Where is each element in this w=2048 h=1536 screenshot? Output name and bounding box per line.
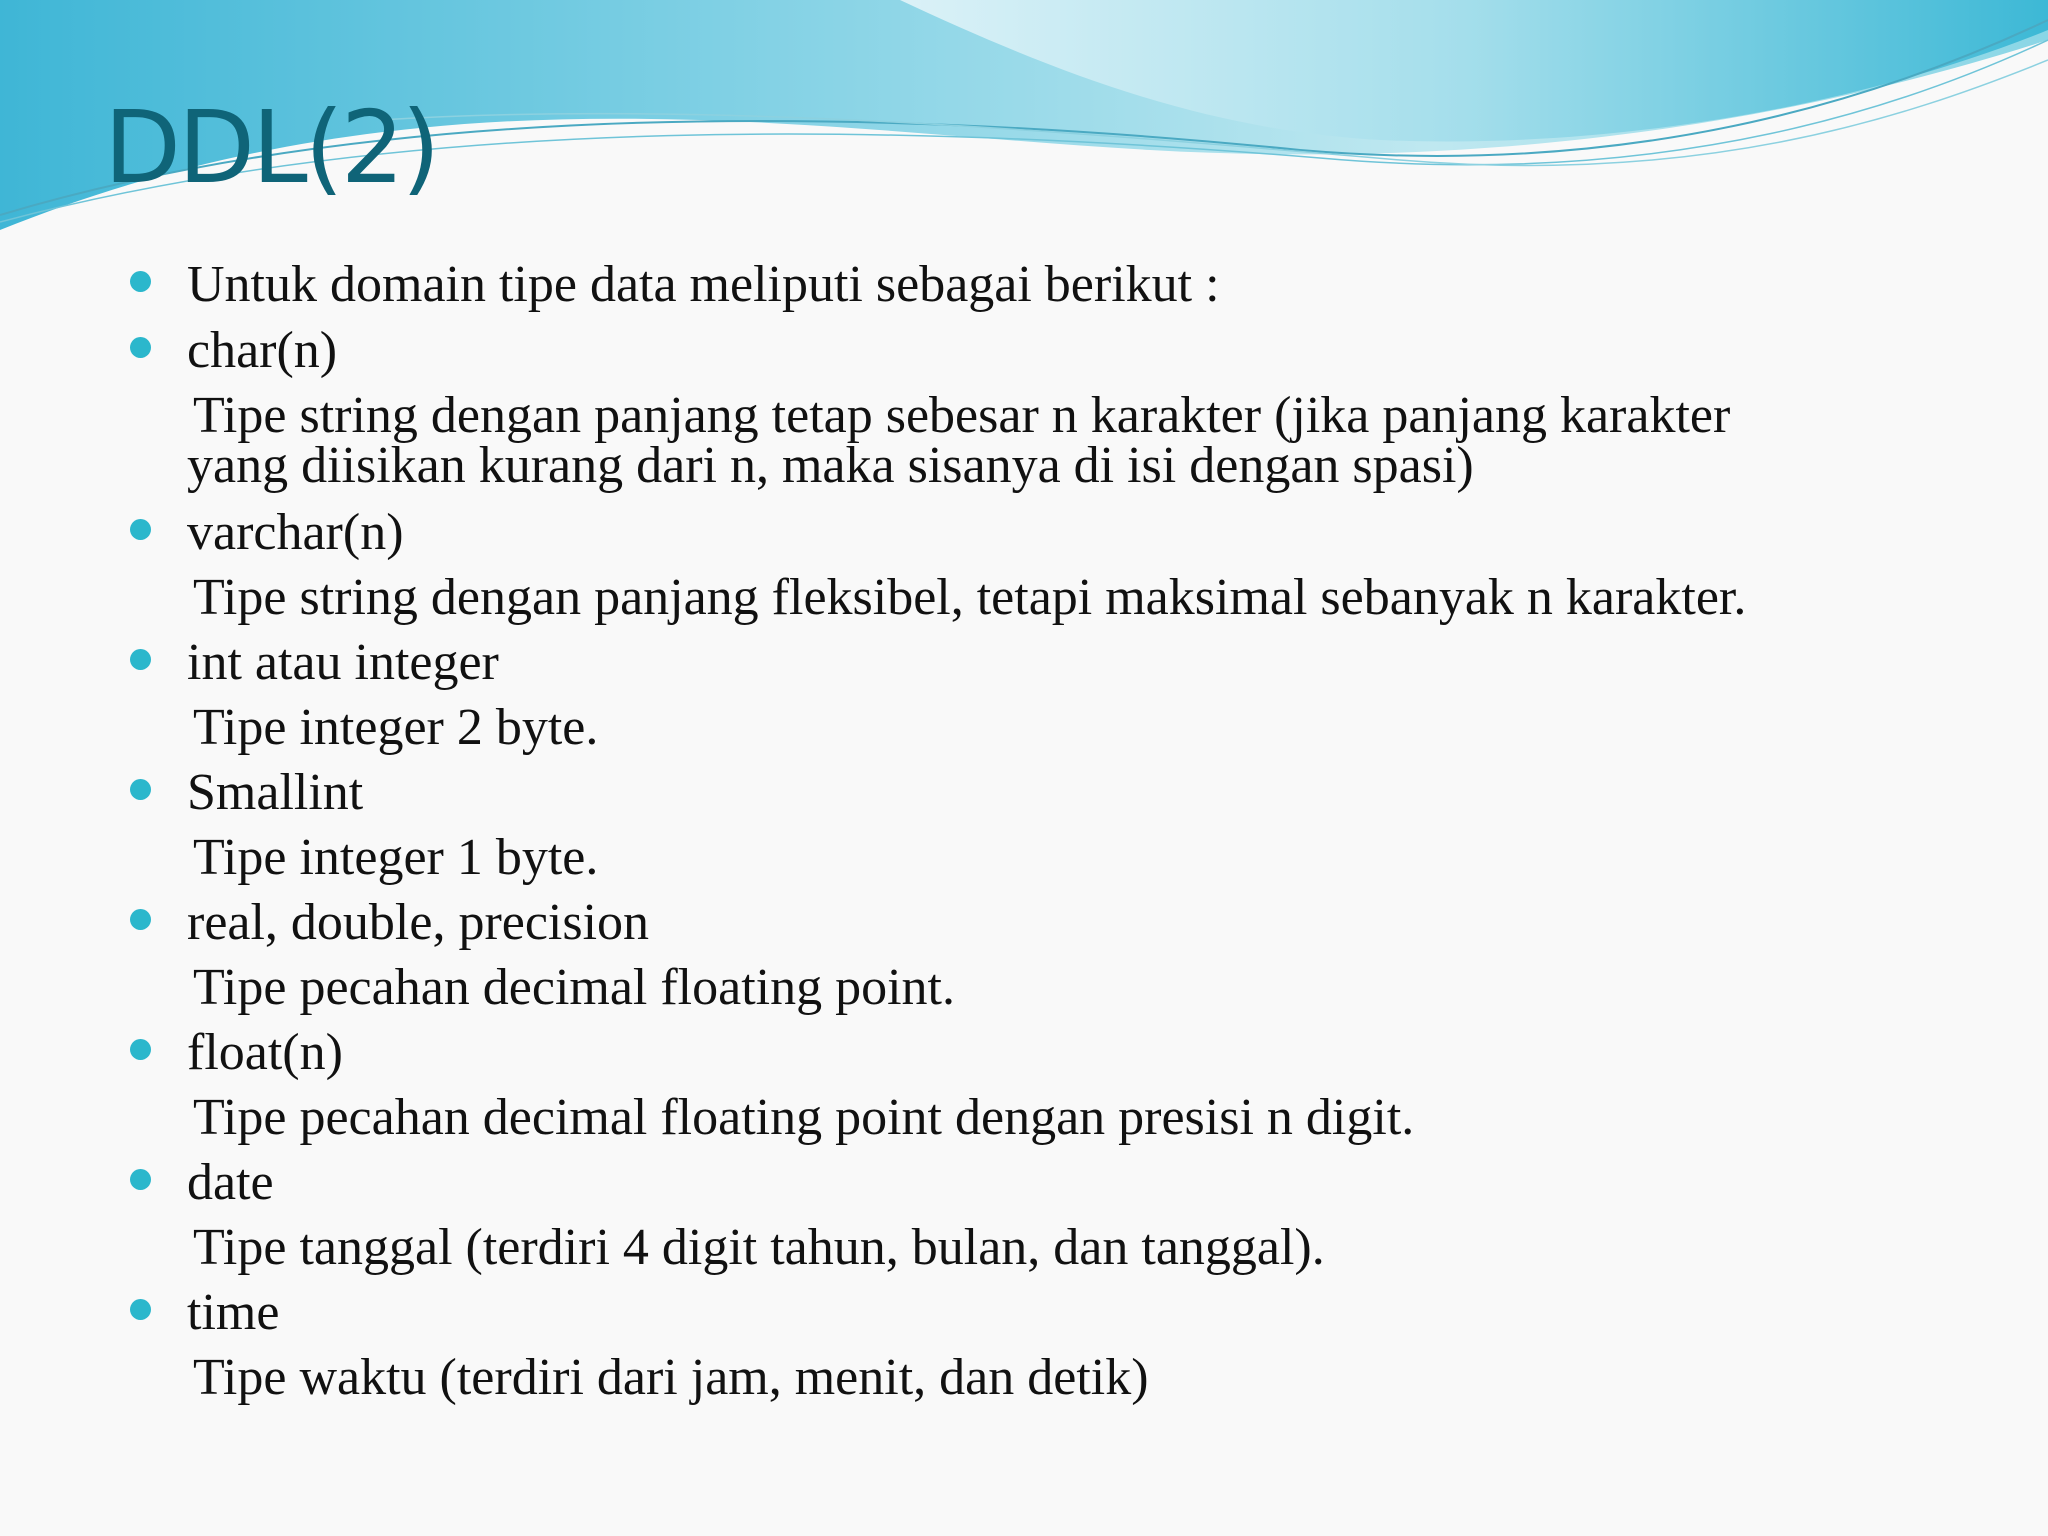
bullet-dot: [130, 649, 151, 670]
bullet-dot: [130, 519, 151, 540]
bullet-dot: [130, 909, 151, 930]
bullet-description: Tipe pecahan decimal floating point.: [193, 959, 955, 1016]
bullet-dot: [130, 1169, 151, 1190]
bullet-description: Tipe integer 1 byte.: [193, 829, 599, 886]
bullet-description: Tipe tanggal (terdiri 4 digit tahun, bulan, dan tanggal).: [193, 1219, 1325, 1276]
bullet-item-text: real, double, precision: [187, 894, 650, 951]
bullet-description: Tipe pecahan decimal floating point dengan presisi n digit.: [193, 1089, 1415, 1146]
bullet-item-text: Untuk domain tipe data meliputi sebagai berikut :: [187, 256, 1220, 313]
bullet-description: yang diisikan kurang dari n, maka sisanya di isi dengan spasi): [187, 437, 1474, 494]
bullet-item-text: time: [187, 1284, 280, 1341]
slide-title: DDL(2): [104, 89, 438, 206]
bullet-item-text: varchar(n): [187, 504, 404, 561]
bullet-dot: [130, 271, 151, 292]
bullet-item-text: float(n): [187, 1024, 343, 1081]
bullet-dot: [130, 779, 151, 800]
bullet-description: Tipe waktu (terdiri dari jam, menit, dan detik): [193, 1349, 1149, 1406]
bullet-item-text: Smallint: [187, 764, 364, 821]
bullet-dot: [130, 337, 151, 358]
bullet-description: Tipe string dengan panjang tetap sebesar n karakter (jika panjang karakter: [193, 387, 1731, 444]
bullet-dot: [130, 1039, 151, 1060]
bullet-description: Tipe string dengan panjang fleksibel, tetapi maksimal sebanyak n karakter.: [193, 569, 1747, 626]
bullet-dot: [130, 1299, 151, 1320]
bullet-item-text: date: [187, 1154, 274, 1211]
bullet-item-text: int atau integer: [187, 634, 499, 691]
bullet-description: Tipe integer 2 byte.: [193, 699, 599, 756]
bullet-item-text: char(n): [187, 322, 338, 379]
